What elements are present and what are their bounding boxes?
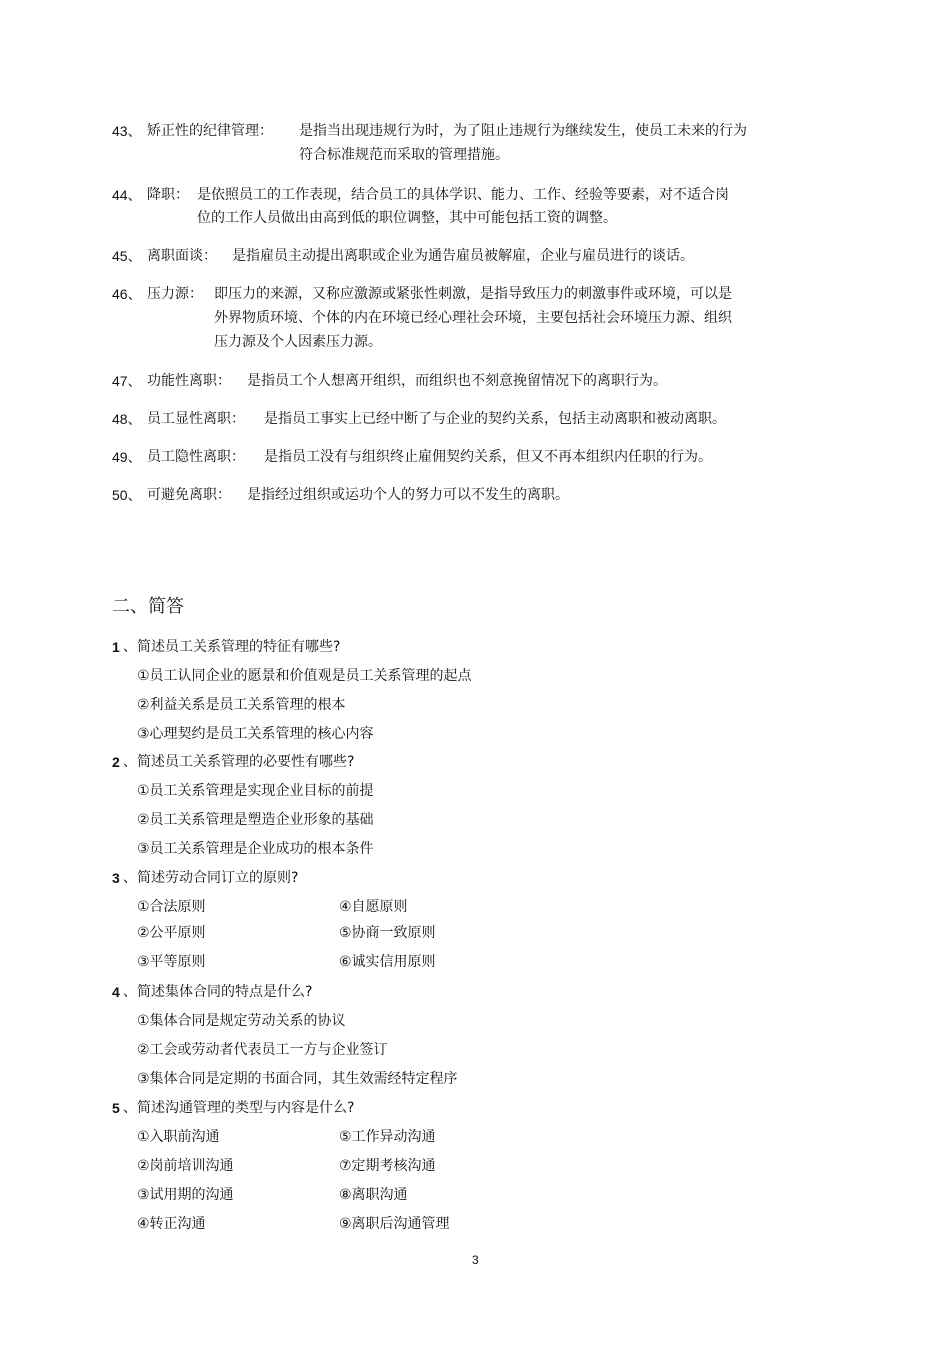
question-text: 、简述沟通管理的类型与内容是什么?	[123, 1100, 355, 1116]
question-number: 1	[112, 639, 120, 655]
answer-item: ②员工关系管理是塑造企业形象的基础	[137, 812, 374, 828]
answer-item: ①员工认同企业的愿景和价值观是员工关系管理的起点	[137, 668, 472, 684]
answer-item: ③平等原则	[137, 954, 206, 970]
def-number: 50、	[112, 487, 142, 503]
def-text: 是指员工没有与组织终止雇佣契约关系，但又不再本组织内任职的行为。	[264, 449, 712, 465]
def-text: 位的工作人员做出由高到低的职位调整，其中可能包括工资的调整。	[197, 210, 617, 226]
answer-item: ③心理契约是员工关系管理的核心内容	[137, 726, 374, 742]
answer-item: ⑤工作异动沟通	[339, 1129, 436, 1145]
def-term: 离职面谈：	[147, 248, 217, 264]
answer-item: ③员工关系管理是企业成功的根本条件	[137, 841, 374, 857]
def-term: 员工隐性离职：	[147, 449, 245, 465]
answer-item: ②公平原则	[137, 925, 206, 941]
question-text: 、简述集体合同的特点是什么?	[123, 984, 313, 1000]
answer-item: ④自愿原则	[339, 899, 408, 915]
question-number: 4	[112, 984, 120, 1000]
def-term: 功能性离职：	[147, 373, 231, 389]
def-text: 即压力的来源，又称应激源或紧张性刺激，是指导致压力的刺激事件或环境，可以是	[214, 286, 732, 302]
def-text: 是指雇员主动提出离职或企业为通告雇员被解雇，企业与雇员进行的谈话。	[232, 248, 694, 264]
def-text: 是依照员工的工作表现，结合员工的具体学识、能力、工作、经验等要素，对不适合岗	[197, 187, 729, 203]
def-text: 压力源及个人因素压力源。	[214, 334, 382, 350]
answer-item: ⑥诚实信用原则	[339, 954, 436, 970]
page-number: 3	[472, 1253, 479, 1267]
def-text: 是指员工事实上已经中断了与企业的契约关系，包括主动离职和被动离职。	[264, 411, 726, 427]
answer-item: ⑤协商一致原则	[339, 925, 436, 941]
def-number: 46、	[112, 286, 142, 302]
answer-item: ②工会或劳动者代表员工一方与企业签订	[137, 1042, 388, 1058]
def-term: 可避免离职：	[147, 487, 231, 503]
def-text: 是指员工个人想离开组织，而组织也不刻意挽留情况下的离职行为。	[247, 373, 667, 389]
answer-item: ③试用期的沟通	[137, 1187, 234, 1203]
def-number: 47、	[112, 373, 142, 389]
question-number: 2	[112, 754, 120, 770]
answer-item: ①员工关系管理是实现企业目标的前提	[137, 783, 374, 799]
answer-item: ⑧离职沟通	[339, 1187, 408, 1203]
question-text: 、简述员工关系管理的必要性有哪些?	[123, 754, 355, 770]
def-term: 降职：	[147, 187, 189, 203]
answer-item: ②利益关系是员工关系管理的根本	[137, 697, 346, 713]
question-text: 、简述员工关系管理的特征有哪些?	[123, 639, 341, 655]
def-number: 49、	[112, 449, 142, 465]
def-number: 48、	[112, 411, 142, 427]
def-term: 员工显性离职：	[147, 411, 245, 427]
answer-item: ③集体合同是定期的书面合同，其生效需经特定程序	[137, 1071, 458, 1087]
def-text: 是指当出现违规行为时，为了阻止违规行为继续发生，使员工未来的行为	[299, 123, 747, 139]
def-term: 压力源：	[147, 286, 203, 302]
question-number: 3	[112, 870, 120, 886]
def-number: 45、	[112, 248, 142, 264]
def-text: 符合标准规范而采取的管理措施。	[299, 147, 509, 163]
def-text: 外界物质环境、个体的内在环境已经心理社会环境，主要包括社会环境压力源、组织	[214, 310, 732, 326]
answer-item: ④转正沟通	[137, 1216, 206, 1232]
def-number: 43、	[112, 123, 142, 139]
answer-item: ①合法原则	[137, 899, 206, 915]
answer-item: ⑦定期考核沟通	[339, 1158, 436, 1174]
def-text: 是指经过组织或运功个人的努力可以不发生的离职。	[247, 487, 569, 503]
answer-item: ①入职前沟通	[137, 1129, 220, 1145]
answer-item: ⑨离职后沟通管理	[339, 1216, 450, 1232]
section-title: 二、简答	[112, 596, 184, 617]
answer-item: ②岗前培训沟通	[137, 1158, 234, 1174]
def-term: 矫正性的纪律管理：	[147, 123, 273, 139]
def-number: 44、	[112, 187, 142, 203]
question-number: 5	[112, 1100, 120, 1116]
answer-item: ①集体合同是规定劳动关系的协议	[137, 1013, 346, 1029]
question-text: 、简述劳动合同订立的原则?	[123, 870, 299, 886]
